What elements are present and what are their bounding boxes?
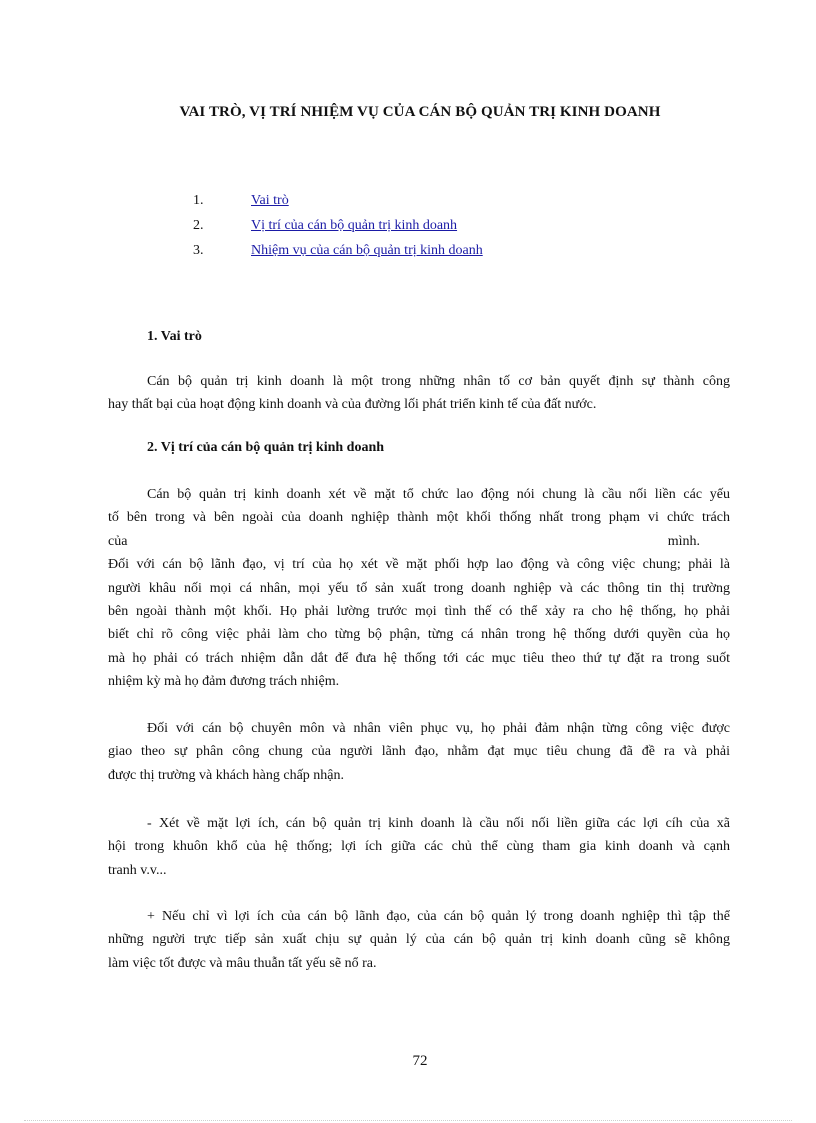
document-title: VAI TRÒ, VỊ TRÍ NHIỆM VỤ CỦA CÁN BỘ QUẢN TRỊ KINH DOANH <box>179 104 661 120</box>
toc-number: 1. <box>193 193 204 208</box>
text-line: hay thất bại của hoạt động kinh doanh và của đường lối phát triển kinh tế của đất nước. <box>108 397 597 413</box>
text-line: nhiệm kỳ mà họ đảm đương trách nhiệm. <box>108 674 340 690</box>
toc-item[interactable] <box>193 218 483 243</box>
text-line: những người trực tiếp sản xuất chịu sự quản lý của cán bộ quản trị kinh doanh cũng sẽ không <box>108 932 730 948</box>
toc-number: 3. <box>193 243 204 258</box>
section-1-paragraph <box>108 370 730 417</box>
page-bottom-divider <box>24 1120 792 1121</box>
toc-item[interactable] <box>193 193 483 218</box>
text-line: bên ngoài thành một khối. Họ phải lường trước mọi tình thế có thể xảy ra cho hệ thống, họ phải <box>108 604 730 620</box>
table-of-contents <box>193 193 483 268</box>
text-line: hội trong khuôn khổ của hệ thống; lợi ích giữa các chủ thể cùng tham gia kinh doanh và cạnh <box>108 839 730 855</box>
section-2-paragraph-4 <box>108 905 730 975</box>
text-fragment: của <box>108 533 128 549</box>
section-2-paragraph-2 <box>108 717 730 787</box>
text-line: Đối với cán bộ lãnh đạo, vị trí của họ xét về mặt phối hợp lao động và công việc chung; phải là <box>108 557 730 573</box>
toc-item[interactable] <box>193 243 483 268</box>
section-2-heading: 2. Vị trí của cán bộ quản trị kinh doanh <box>147 440 385 455</box>
text-line: tranh v.v... <box>108 862 167 878</box>
section-2-paragraph-1 <box>108 483 730 694</box>
text-line: tố bên trong và bên ngoài của doanh nghiệp thành một khối thống nhất trong phạm vi chức trách <box>108 510 730 526</box>
section-2-paragraph-3 <box>108 812 730 882</box>
toc-number: 2. <box>193 218 204 233</box>
text-line: được thị trường và khách hàng chấp nhận. <box>108 767 345 783</box>
text-fragment: mình. <box>667 533 700 549</box>
text-line: mà họ phải có trách nhiệm dẫn dắt để đưa hệ thống tới các mục tiêu theo thứ tự đặt ra trong suốt <box>108 650 730 666</box>
page-number: 72 <box>412 1053 428 1069</box>
text-line: làm việc tốt được và mâu thuẫn tất yếu sẽ nổ ra. <box>108 955 377 971</box>
text-line-split <box>108 530 730 553</box>
text-line: giao theo sự phân công chung của người lãnh đạo, nhằm đạt mục tiêu chung đã đề ra và phải <box>108 744 730 760</box>
text-line: Cán bộ quản trị kinh doanh xét về mặt tổ chức lao động nói chung là cầu nối liền các yếu <box>147 487 730 502</box>
section-1-heading: 1. Vai trò <box>147 329 202 344</box>
text-line: người khâu nối mọi cá nhân, mọi yếu tố sản xuất trong doanh nghiệp và các thông tin thị trường <box>108 580 730 596</box>
text-line: - Xét về mặt lợi ích, cán bộ quản trị kinh doanh là cầu nối nối liền giữa các lợi cíh của xã <box>147 816 730 831</box>
text-line: Cán bộ quản trị kinh doanh là một trong những nhân tố cơ bản quyết định sự thành công <box>147 374 730 389</box>
toc-link-nhiem-vu[interactable]: Nhiệm vụ của cán bộ quản trị kinh doanh <box>251 243 483 258</box>
toc-link-vai-tro[interactable]: Vai trò <box>251 193 289 208</box>
text-line: biết chỉ rõ công việc phải làm cho từng bộ phận, từng cá nhân trong hệ thống dưới quyền của họ <box>108 627 730 643</box>
text-line: + Nếu chỉ vì lợi ích của cán bộ lãnh đạo, của cán bộ quản lý trong doanh nghiệp thì tập thể <box>147 909 730 924</box>
toc-link-vi-tri[interactable]: Vị trí của cán bộ quản trị kinh doanh <box>251 218 458 233</box>
text-line: Đối với cán bộ chuyên môn và nhân viên phục vụ, họ phải đảm nhận từng công việc được <box>147 721 730 736</box>
